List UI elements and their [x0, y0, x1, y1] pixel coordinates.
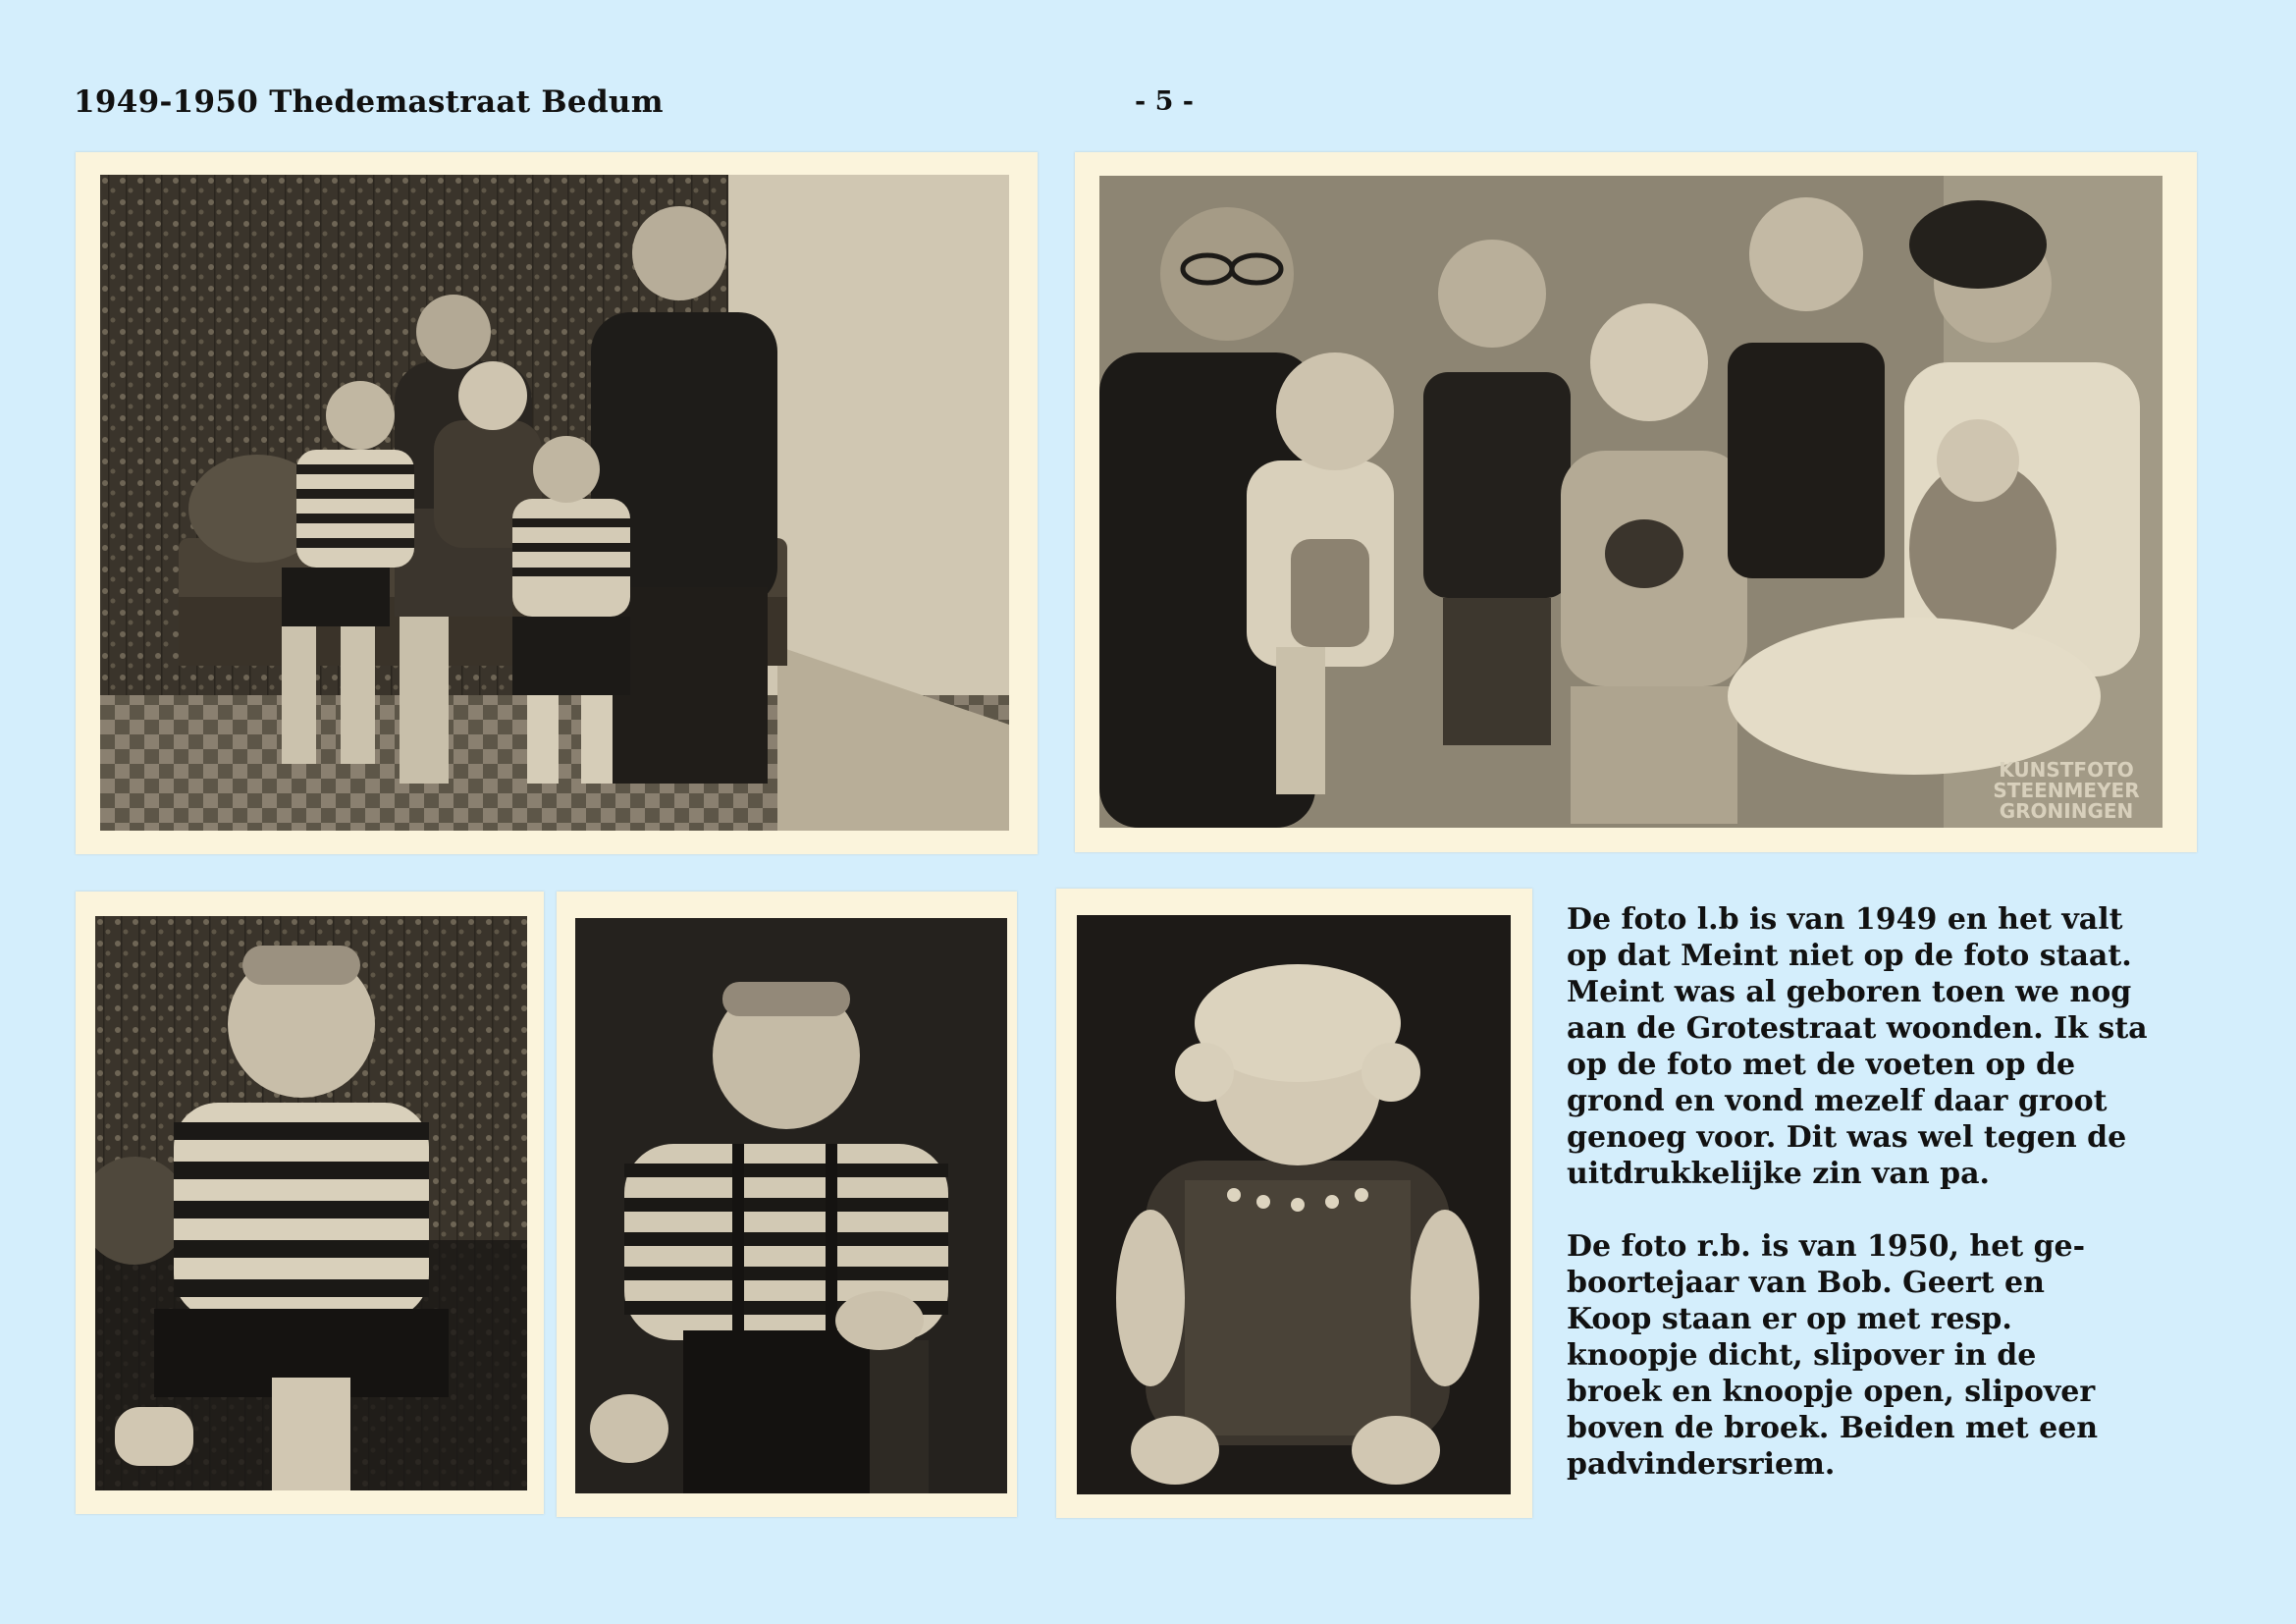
photo-boy-with-braces: [575, 918, 1007, 1493]
caption-line: padvindersriem.: [1567, 1447, 1836, 1482]
photo-girl-knitted-dress: [1077, 915, 1511, 1494]
studio-stamp-line-1: KUNSTFOTO: [1999, 758, 2134, 782]
caption-line: De foto r.b. is van 1950, het ge-: [1567, 1229, 2086, 1264]
caption-line: knoopje dicht, slipover in de: [1567, 1338, 2037, 1373]
caption-line: Koop staan er op met resp.: [1567, 1302, 2012, 1336]
caption-paragraph-1: [1567, 901, 2175, 1192]
caption-line: broek en knoopje open, slipover: [1567, 1375, 2096, 1409]
caption-line: uitdrukkelijke zin van pa.: [1567, 1157, 1990, 1191]
photo-family-1949-image: [100, 175, 1009, 831]
caption-line: boven de broek. Beiden met een: [1567, 1411, 2099, 1445]
studio-stamp-line-2: STEENMEYER: [1993, 779, 2140, 802]
page-title: 1949-1950 Thedemastraat Bedum: [74, 84, 664, 120]
caption-line: De foto l.b is van 1949 en het valt: [1567, 902, 2123, 937]
caption-line: aan de Grotestraat woonden. Ik sta: [1567, 1011, 2148, 1046]
studio-stamp-line-3: GRONINGEN: [1999, 799, 2134, 823]
photo-boy-with-braces-image: [575, 918, 1007, 1493]
photo-family-1949: [100, 175, 1009, 831]
caption-line: boortejaar van Bob. Geert en: [1567, 1266, 2045, 1300]
caption-line: grond en vond mezelf daar groot: [1567, 1084, 2108, 1118]
caption-paragraph-2: [1567, 1228, 2175, 1483]
photo-family-1950: [1099, 176, 2163, 828]
photo-boy-striped-sweater-image: [95, 916, 527, 1490]
photo-family-1950-image: [1099, 176, 2163, 828]
caption-line: Meint was al geboren toen we nog: [1567, 975, 2132, 1009]
caption-line: op de foto met de voeten op de: [1567, 1048, 2076, 1082]
photo-girl-knitted-dress-image: [1077, 915, 1511, 1494]
photo-boy-striped-sweater: [95, 916, 527, 1490]
caption-line: genoeg voor. Dit was wel tegen de: [1567, 1120, 2127, 1155]
page-number: - 5 -: [1135, 86, 1194, 117]
caption-line: op dat Meint niet op de foto staat.: [1567, 939, 2132, 973]
caption-text: [1567, 901, 2175, 1483]
